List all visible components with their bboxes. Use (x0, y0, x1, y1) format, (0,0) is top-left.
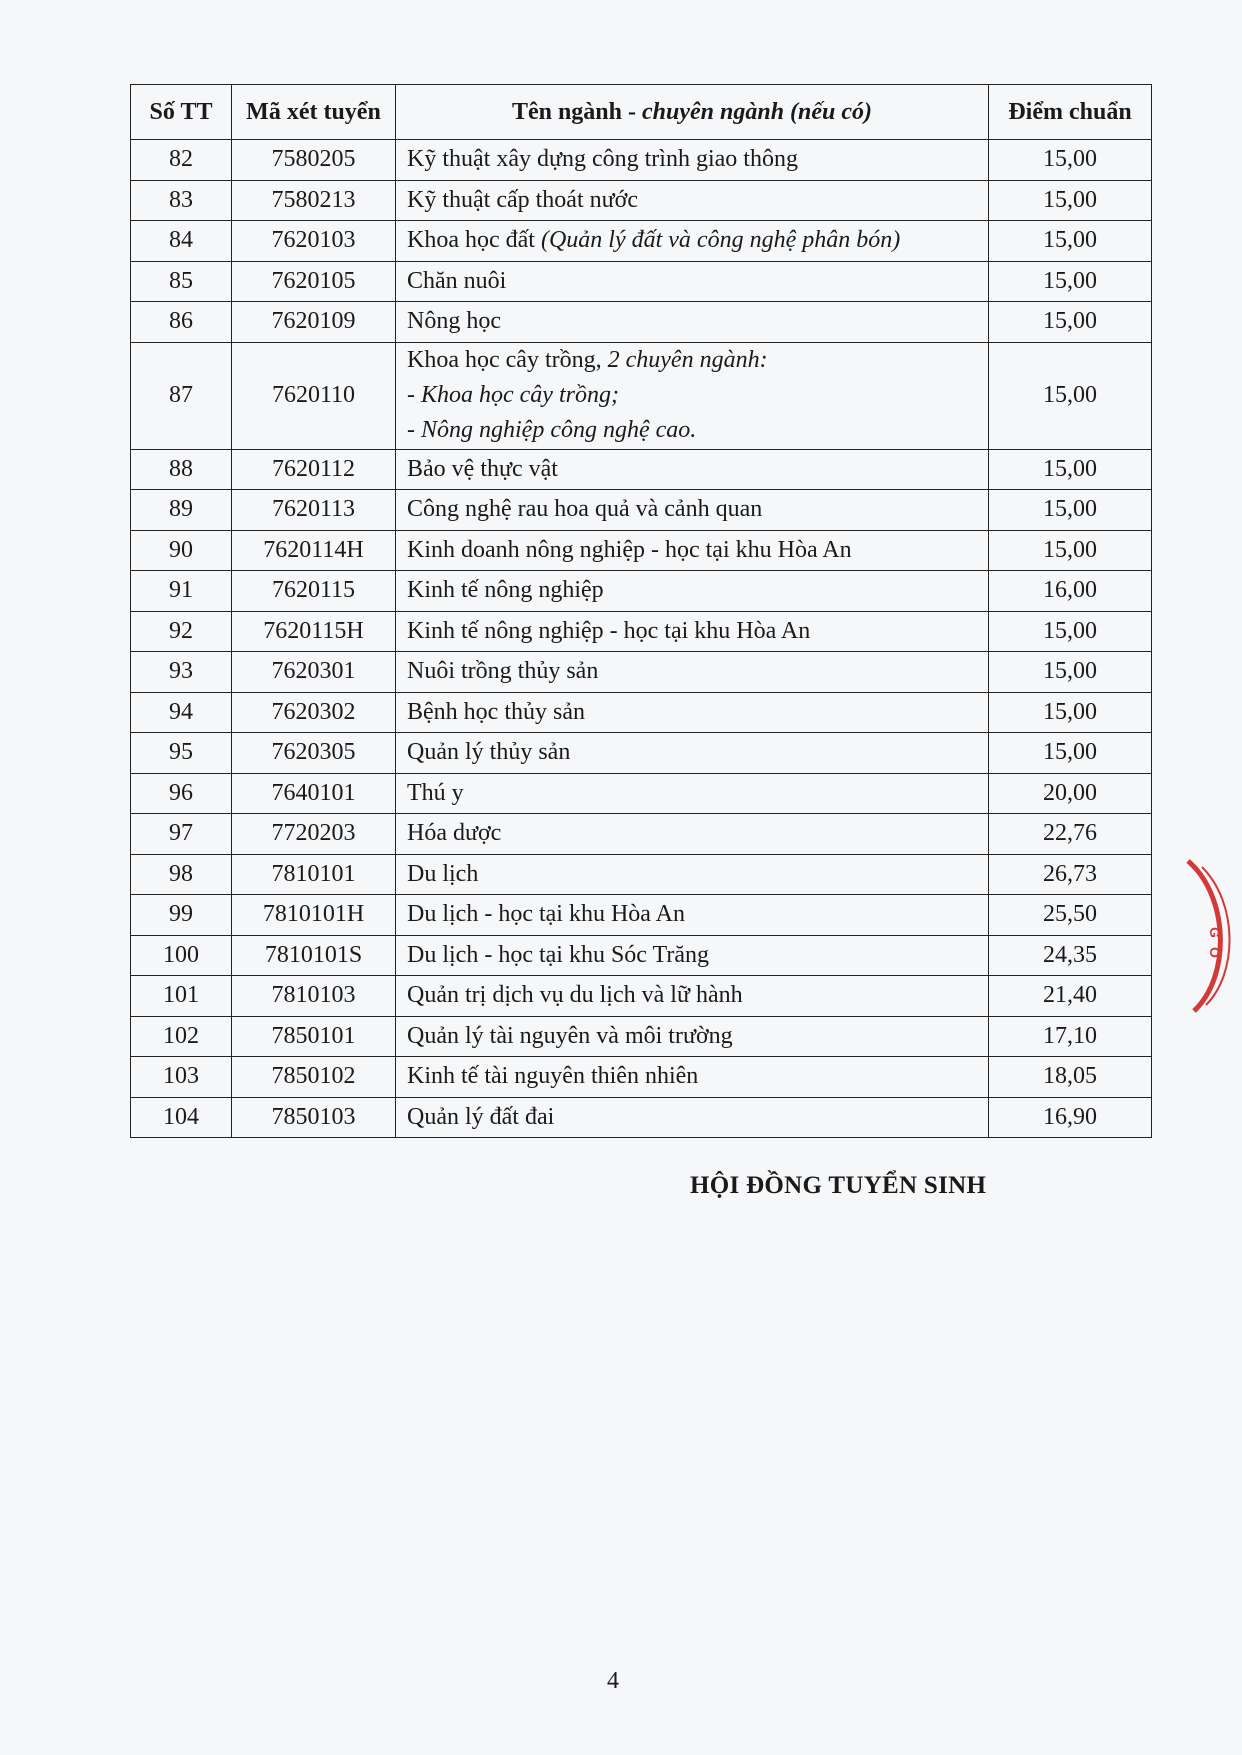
table-row (131, 140, 1152, 181)
row-stt: 90 (131, 530, 232, 571)
header-name-main: Tên ngành - (511, 98, 642, 125)
row-name (396, 1057, 989, 1098)
row-code: 7810101H (232, 895, 396, 936)
row-name-text: Kỹ thuật xây dựng công trình giao thông (407, 146, 798, 173)
row-score: 15,00 (989, 490, 1152, 531)
header-code: Mã xét tuyển (232, 85, 396, 140)
row-name-line (407, 187, 638, 213)
row-name-line (407, 780, 464, 806)
table-row (131, 302, 1152, 343)
row-name-line (407, 739, 570, 765)
admission-council-signature: HỘI ĐỒNG TUYỂN SINH (690, 1172, 987, 1199)
row-name-line (407, 268, 506, 294)
row-name (396, 1097, 989, 1138)
row-name (396, 814, 989, 855)
row-score: 22,76 (989, 814, 1152, 855)
row-score: 15,00 (989, 449, 1152, 490)
table-row (131, 611, 1152, 652)
table-row (131, 221, 1152, 262)
row-name (396, 449, 989, 490)
row-name (396, 652, 989, 693)
row-code: 7850103 (232, 1097, 396, 1138)
row-name-text: Thú y (407, 779, 464, 806)
row-name-text: Kinh tế tài nguyên thiên nhiên (407, 1063, 699, 1090)
row-code: 7810101S (232, 935, 396, 976)
row-code: 7620110 (232, 342, 396, 449)
row-score: 15,00 (989, 140, 1152, 181)
row-name-subline: - Khoa học cây trồng; (407, 382, 619, 408)
row-code: 7620114H (232, 530, 396, 571)
row-score: 20,00 (989, 773, 1152, 814)
row-code: 7620113 (232, 490, 396, 531)
header-name-italic: chuyên ngành (nếu có) (642, 98, 873, 125)
row-stt: 82 (131, 140, 232, 181)
table-body (131, 140, 1152, 1138)
row-stt: 95 (131, 733, 232, 774)
table-row (131, 733, 1152, 774)
row-name-text: Nông học (407, 308, 501, 335)
row-name (396, 733, 989, 774)
row-name (396, 261, 989, 302)
table-row (131, 1016, 1152, 1057)
row-name-line (407, 343, 982, 378)
row-code: 7620112 (232, 449, 396, 490)
row-stt: 93 (131, 652, 232, 693)
row-code: 7850102 (232, 1057, 396, 1098)
row-name-text: Kinh tế nông nghiệp - học tại khu Hòa An (407, 617, 811, 644)
svg-text:G: G (1207, 927, 1223, 938)
row-score: 16,00 (989, 571, 1152, 612)
row-name-line (407, 146, 798, 172)
row-stt: 98 (131, 854, 232, 895)
admission-scores-table (130, 84, 1152, 1138)
row-name (396, 692, 989, 733)
table-row (131, 180, 1152, 221)
row-score: 17,10 (989, 1016, 1152, 1057)
row-score: 18,05 (989, 1057, 1152, 1098)
row-score: 21,40 (989, 976, 1152, 1017)
header-score: Điểm chuẩn (989, 85, 1152, 140)
row-score: 15,00 (989, 302, 1152, 343)
row-stt: 87 (131, 342, 232, 449)
row-name-text: Quản lý thủy sản (407, 739, 571, 766)
row-name-line (407, 456, 558, 482)
row-score: 15,00 (989, 342, 1152, 449)
row-code: 7810103 (232, 976, 396, 1017)
row-score: 15,00 (989, 733, 1152, 774)
row-name (396, 302, 989, 343)
row-name (396, 490, 989, 531)
row-code: 7620115H (232, 611, 396, 652)
row-name-line (407, 496, 762, 522)
table-row (131, 261, 1152, 302)
row-stt: 101 (131, 976, 232, 1017)
row-name (396, 1016, 989, 1057)
row-code: 7580213 (232, 180, 396, 221)
row-code: 7620305 (232, 733, 396, 774)
row-name-text: Khoa học đất (407, 227, 541, 254)
row-code: 7720203 (232, 814, 396, 855)
table-row (131, 571, 1152, 612)
row-name-line (407, 982, 743, 1008)
row-name-line (407, 308, 501, 334)
row-name-line (407, 1023, 733, 1049)
row-name-text: Quản trị dịch vụ du lịch và lữ hành (407, 982, 743, 1009)
row-stt: 83 (131, 180, 232, 221)
row-name-line (407, 942, 709, 968)
row-score: 25,50 (989, 895, 1152, 936)
row-name-text: Bảo vệ thực vật (407, 455, 558, 482)
table-row (131, 773, 1152, 814)
row-name-line (407, 820, 501, 846)
header-stt: Số TT (131, 85, 232, 140)
row-name-text: Du lịch (407, 860, 479, 887)
row-name-text: Khoa học cây trồng, (407, 347, 608, 373)
row-score: 24,35 (989, 935, 1152, 976)
table-row (131, 530, 1152, 571)
row-name-text: Bệnh học thủy sản (407, 698, 585, 725)
row-stt: 86 (131, 302, 232, 343)
row-stt: 96 (131, 773, 232, 814)
table-row (131, 1097, 1152, 1138)
row-name-line (407, 227, 900, 253)
row-code: 7640101 (232, 773, 396, 814)
row-name-subline: - Nông nghiệp công nghệ cao. (407, 417, 697, 443)
row-name (396, 611, 989, 652)
row-name (396, 854, 989, 895)
row-name-text: Du lịch - học tại khu Sóc Trăng (407, 941, 709, 968)
row-score: 15,00 (989, 611, 1152, 652)
row-score: 15,00 (989, 530, 1152, 571)
row-score: 15,00 (989, 261, 1152, 302)
row-score: 15,00 (989, 180, 1152, 221)
row-stt: 97 (131, 814, 232, 855)
row-score: 15,00 (989, 652, 1152, 693)
row-stt: 94 (131, 692, 232, 733)
row-name (396, 140, 989, 181)
row-stt: 100 (131, 935, 232, 976)
row-name-text: Quản lý đất đai (407, 1103, 555, 1130)
svg-text:O: O (1207, 947, 1223, 958)
header-name (396, 85, 989, 140)
table-row (131, 652, 1152, 693)
row-name (396, 342, 989, 449)
row-stt: 89 (131, 490, 232, 531)
row-score: 16,90 (989, 1097, 1152, 1138)
row-name-line (407, 658, 598, 684)
row-name-line (407, 618, 810, 644)
row-score: 15,00 (989, 221, 1152, 262)
row-name-text: Kinh tế nông nghiệp (407, 577, 604, 604)
table-row (131, 1057, 1152, 1098)
table-row (131, 490, 1152, 531)
row-name-line (407, 537, 852, 563)
row-stt: 99 (131, 895, 232, 936)
row-code: 7580205 (232, 140, 396, 181)
row-code: 7620302 (232, 692, 396, 733)
row-name (396, 571, 989, 612)
table-row (131, 935, 1152, 976)
row-code: 7620115 (232, 571, 396, 612)
row-name-text: Chăn nuôi (407, 267, 507, 294)
row-name (396, 530, 989, 571)
table-row (131, 692, 1152, 733)
row-stt: 85 (131, 261, 232, 302)
table-row (131, 895, 1152, 936)
row-name-italic: 2 chuyên ngành: (607, 347, 768, 373)
row-name (396, 221, 989, 262)
row-name (396, 895, 989, 936)
row-code: 7620105 (232, 261, 396, 302)
row-name-text: Công nghệ rau hoa quả và cảnh quan (407, 496, 763, 523)
row-name-italic: (Quản lý đất và công nghệ phân bón) (540, 227, 901, 254)
table-row (131, 342, 1152, 449)
row-name-line (407, 861, 478, 887)
row-stt: 91 (131, 571, 232, 612)
row-name-line (407, 901, 685, 927)
row-name-text: Hóa dược (407, 820, 502, 847)
row-code: 7620109 (232, 302, 396, 343)
row-score: 15,00 (989, 692, 1152, 733)
table-row (131, 449, 1152, 490)
table-row (131, 814, 1152, 855)
row-name (396, 180, 989, 221)
table-row (131, 854, 1152, 895)
table-header-row (131, 85, 1152, 140)
row-name-line (407, 699, 585, 725)
row-stt: 102 (131, 1016, 232, 1057)
row-name-text: Kỹ thuật cấp thoát nước (407, 186, 638, 213)
table-row (131, 976, 1152, 1017)
row-code: 7620301 (232, 652, 396, 693)
row-name-text: Quản lý tài nguyên và môi trường (407, 1022, 733, 1049)
row-name-line (407, 1104, 554, 1130)
row-stt: 88 (131, 449, 232, 490)
row-name-text: Du lịch - học tại khu Hòa An (407, 901, 685, 928)
red-seal-stamp-fragment (1180, 855, 1242, 1015)
row-code: 7620103 (232, 221, 396, 262)
row-stt: 104 (131, 1097, 232, 1138)
row-stt: 103 (131, 1057, 232, 1098)
row-name (396, 773, 989, 814)
row-score: 26,73 (989, 854, 1152, 895)
row-name-line (407, 1063, 698, 1089)
row-stt: 92 (131, 611, 232, 652)
row-name-line (407, 577, 604, 603)
row-name (396, 976, 989, 1017)
row-name (396, 935, 989, 976)
row-code: 7810101 (232, 854, 396, 895)
row-name-text: Nuôi trồng thủy sản (407, 658, 599, 685)
row-name-text: Kinh doanh nông nghiệp - học tại khu Hòa An (407, 536, 852, 563)
row-code: 7850101 (232, 1016, 396, 1057)
row-stt: 84 (131, 221, 232, 262)
page-number: 4 (607, 1668, 619, 1694)
